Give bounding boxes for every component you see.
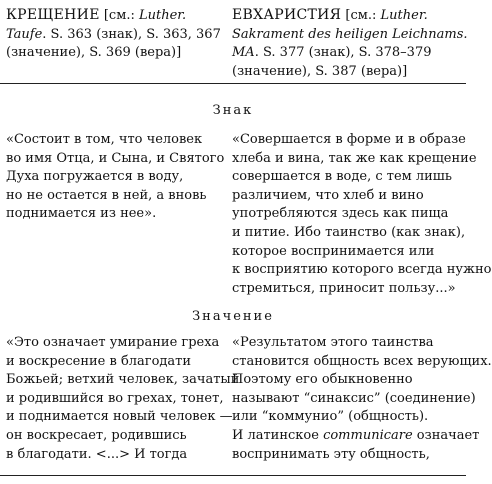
text-line: во имя Отца, и Сына, и Святого (6, 150, 225, 166)
header-divider (0, 83, 466, 84)
text-line: «Совершается в форме и в образе (232, 132, 466, 147)
footer-divider (0, 475, 466, 476)
baptism-title: КРЕЩЕНИЕ (6, 7, 100, 23)
eucharist-ref-pages: . S. 377 (знак), S. 378–379 (254, 45, 432, 61)
eucharist-header-line3 (232, 44, 462, 63)
baptism-meaning-text (6, 334, 240, 464)
text-line: и родившийся во грехах, тонет, (6, 390, 224, 406)
baptism-ref-prefix: [см.: (99, 8, 139, 23)
text-fragment: И латинское (232, 427, 324, 443)
eucharist-ref-author: Luther. (380, 8, 428, 23)
text-line: к восприятию которого всегда нужно (232, 262, 492, 278)
text-line: и воскресение в благодати (6, 353, 192, 369)
eucharist-header-line2 (232, 26, 468, 45)
text-line: различием, что хлеб и вино (232, 187, 424, 203)
eucharist-ref-ma: MA (232, 45, 255, 61)
eucharist-title: ЕВХАРИСТИЯ (232, 7, 342, 23)
baptism-header-line3: (значение), S. 369 (вера)] (6, 45, 182, 61)
baptism-ref-author: Luther. (138, 8, 187, 23)
text-line: «Результатом этого таинства (232, 335, 434, 350)
baptism-ref-pages: . S. 363 (знак), S. 363, 367 (42, 26, 221, 42)
baptism-header (6, 6, 224, 63)
text-line: «Это означает умирание греха (6, 335, 220, 350)
baptism-header-line2 (6, 26, 224, 45)
text-line: «Состоит в том, что человек (6, 132, 203, 147)
eucharist-header-line4: (значение), S. 387 (вера)] (232, 63, 408, 79)
text-line (232, 427, 480, 446)
section-title-sign: Знак (212, 103, 254, 118)
section-title-meaning: Значение (192, 309, 274, 324)
text-line: но не остается в ней, а вновь (6, 187, 207, 203)
eucharist-ref-work: Sakrament des heiligen Leichnams. (232, 26, 468, 42)
baptism-header-line1 (6, 6, 224, 26)
text-line: хлеба и вина, так же как крещение (232, 150, 477, 166)
baptism-ref-work: Taufe (6, 26, 43, 42)
text-line: употребляются здесь как пища (232, 206, 449, 222)
eucharist-ref-prefix: [см.: (341, 8, 381, 23)
latin-term: communicare (323, 427, 413, 443)
text-line: и питие. Ибо таинство (как знак), (232, 224, 466, 240)
text-line: называют “синаксис” (соединение) (232, 390, 476, 406)
eucharist-sign-text (232, 131, 492, 298)
text-line: он воскресает, родившись (6, 427, 187, 443)
eucharist-header (232, 6, 468, 81)
text-line: Духа погружается в воду, (6, 169, 184, 185)
text-line: поднимается из нее». (6, 206, 157, 222)
eucharist-header-line1 (232, 6, 462, 26)
text-line: и поднимается новый человек — (6, 409, 233, 425)
text-line: Поэтому его обыкновенно (232, 372, 413, 388)
text-line: Божьей; ветхий человек, зачатый (6, 372, 240, 388)
text-line: совершается в воде, с тем лишь (232, 169, 452, 185)
text-line: в благодати. <...> И тогда (6, 446, 188, 462)
text-line: становится общность всех верующих. (232, 353, 492, 369)
text-line: стремиться, приносит пользу...» (232, 280, 456, 296)
eucharist-meaning-text (232, 334, 492, 464)
text-line: воспринимать эту общность, (232, 446, 430, 462)
baptism-sign-text (6, 131, 224, 224)
text-line: или “коммунио” (общность). (232, 409, 429, 425)
text-fragment: означает (412, 427, 480, 443)
text-line: которое воспринимается или (232, 243, 435, 259)
